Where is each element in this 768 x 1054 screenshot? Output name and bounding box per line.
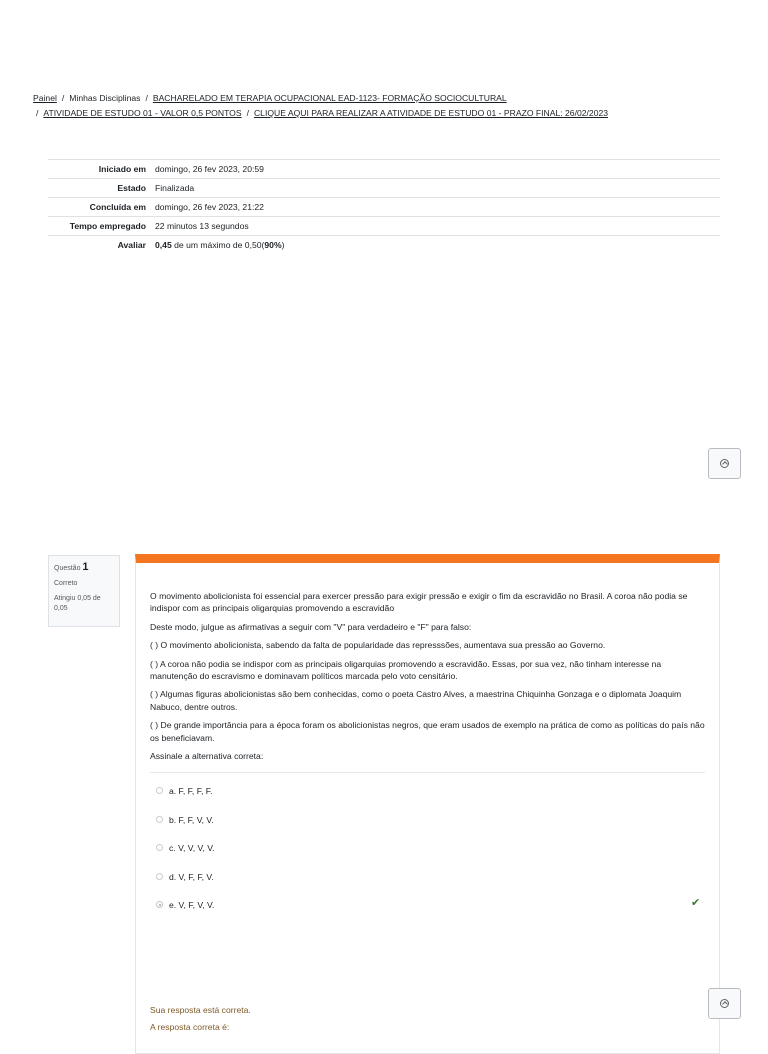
radio-button-selected[interactable] (156, 901, 163, 908)
summary-row-started (48, 160, 720, 179)
summary-label: Estado (117, 183, 146, 193)
question-paragraph: Assinale a alternativa correta: (150, 751, 264, 762)
breadcrumb-item-minhas-disciplinas: Minhas Disciplinas (69, 93, 141, 103)
summary-label: Tempo empregado (69, 221, 146, 231)
right-answer-label: A resposta correta é: (150, 1022, 230, 1032)
answer-label: e. V, F, V, V. (169, 900, 215, 911)
feedback (136, 1002, 251, 1036)
answer-option-e[interactable] (156, 897, 719, 929)
answer-option-d[interactable] (156, 872, 719, 901)
summary-value: domingo, 26 fev 2023, 20:59 (155, 164, 264, 174)
summary-label: Avaliar (117, 240, 146, 250)
breadcrumb-separator: / (36, 108, 39, 118)
radio-button[interactable] (156, 787, 163, 794)
arrow-up-circle-icon (720, 459, 729, 468)
summary-row-grade (48, 236, 720, 255)
quiz-summary-table (48, 159, 720, 254)
question-mark: Atingiu 0,05 de 0,05 (54, 595, 101, 612)
question-paragraph: ( ) O movimento abolicionista, sabendo da falta de popularidade das represssões, aumentava sua pressão ao Governo. (150, 640, 606, 651)
answer-label: d. V, F, F, V. (169, 871, 214, 882)
grade-score: 0,45 (155, 240, 172, 250)
radio-button[interactable] (156, 844, 163, 851)
check-icon: ✔ (691, 897, 701, 910)
radio-button[interactable] (156, 816, 163, 823)
breadcrumb-separator: / (145, 93, 148, 103)
question-state: Correto (54, 580, 78, 587)
question-paragraph: ( ) Algumas figuras abolicionistas são bem conhecidas, como o poeta Castro Alves, a maestrina Chiquinha Gonzaga e o diplomata Joaquim Nabuco, dentre outros. (150, 689, 682, 712)
summary-value: Finalizada (155, 183, 195, 193)
summary-label: Concluída em (89, 202, 146, 212)
breadcrumb-link-course[interactable]: BACHARELADO EM TERAPIA OCUPACIONAL EAD-1123- FORMAÇÃO SOCIOCULTURAL (152, 93, 507, 103)
question-paragraph: O movimento abolicionista foi essencial para exercer pressão para exigir pressão e exigir o fim da escravidão no Brasil. A coroa não podia se indispor com as principais oligarquias promovendo a escravidão (150, 591, 688, 614)
breadcrumb-separator: / (61, 93, 65, 103)
question-number: 1 (82, 561, 89, 573)
summary-value: domingo, 26 fev 2023, 21:22 (155, 202, 264, 212)
question-paragraph: Deste modo, julgue as afirmativas a seguir com "V" para verdadeiro e "F" para falso: (150, 621, 472, 632)
answer-label: c. V, V, V, V. (169, 843, 215, 854)
breadcrumb (33, 91, 748, 121)
back-to-top-button[interactable] (708, 988, 741, 1019)
answer-list (136, 773, 719, 929)
arrow-up-circle-icon (720, 999, 729, 1008)
summary-row-time (48, 217, 720, 236)
radio-button[interactable] (156, 873, 163, 880)
summary-value (151, 236, 720, 255)
summary-row-completed (48, 198, 720, 217)
question-text (136, 563, 719, 762)
summary-label: Iniciado em (98, 164, 146, 174)
answer-option-a[interactable] (156, 786, 719, 815)
question-paragraph: ( ) A coroa não podia se indispor com as principais oligarquias promovendo a escravidão. Essas, por sua vez, não tinham interesse na manutenção do escravismo e dominavam políticos marcada pelo voto censitário. (150, 658, 662, 682)
answer-label: b. F, F, V, V. (169, 814, 214, 825)
answer-option-c[interactable] (156, 843, 719, 872)
breadcrumb-separator: / (246, 108, 249, 118)
question-content (135, 554, 720, 1054)
question-paragraph: ( ) De grande importância para a época foram os abolicionistas negros, que eram usados de exemplo na prática de como as políticas do país não os beneficiavam. (150, 720, 705, 743)
summary-value: 22 minutos 13 segundos (155, 221, 249, 231)
grade-text: de um máximo de 0,50( (171, 240, 265, 250)
summary-row-state (48, 179, 720, 198)
breadcrumb-link-activity[interactable]: ATIVIDADE DE ESTUDO 01 - VALOR 0,5 PONTOS (43, 108, 242, 118)
answer-label: a. F, F, F, F. (169, 786, 213, 797)
feedback-correct: Sua resposta está correta. (150, 1005, 251, 1015)
answer-option-b[interactable] (156, 815, 719, 844)
grade-percent: 90% (264, 240, 282, 250)
breadcrumb-link-painel[interactable]: Painel (33, 93, 57, 103)
breadcrumb-link-quiz[interactable]: CLIQUE AQUI PARA REALIZAR A ATIVIDADE DE ESTUDO 01 - PRAZO FINAL: 26/02/2023 (253, 108, 609, 118)
question-label: Questão (54, 565, 81, 572)
question-info (48, 555, 120, 627)
back-to-top-button[interactable] (708, 448, 741, 479)
grade-text-end: ) (281, 240, 285, 250)
